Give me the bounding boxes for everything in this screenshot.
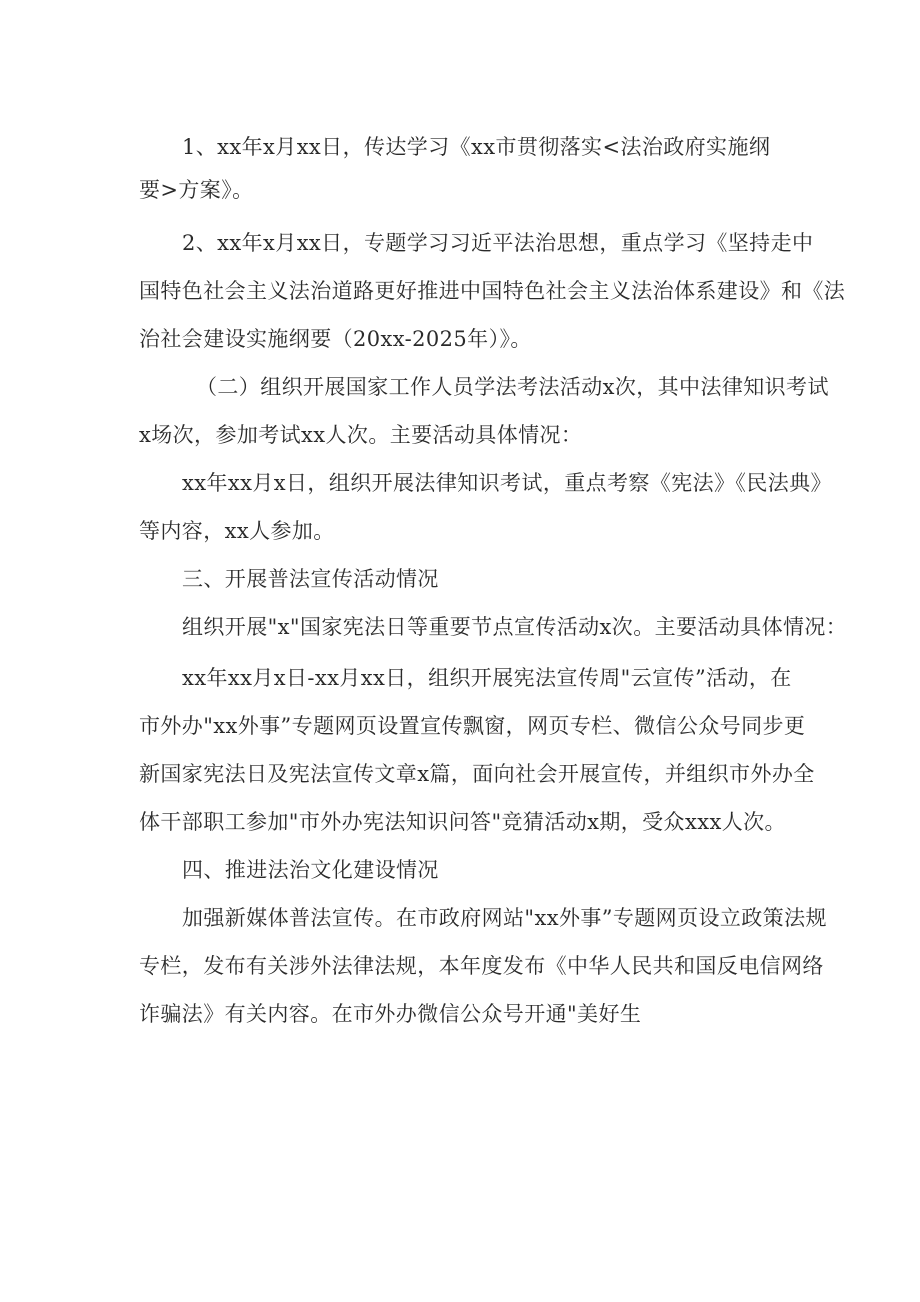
paragraph-4-line-1: xx年xx月x日，组织开展法律知识考试，重点考察《宪法》《民法典》	[182, 471, 832, 495]
paragraph-7-line-4: 体干部职工参加"市外办宪法知识问答"竞猜活动x期，受众xxx人次。	[139, 810, 786, 834]
paragraph-9-line-2: 专栏，发布有关涉外法律法规，本年度发布《中华人民共和国反电信网络	[139, 954, 824, 978]
section-heading-3: 三、开展普法宣传活动情况	[182, 567, 439, 591]
paragraph-7-line-1: xx年xx月x日-xx月xx日，组织开展宪法宣传周"云宣传”活动，在	[182, 666, 792, 690]
paragraph-3-line-2: x场次，参加考试xx人次。主要活动具体情况：	[139, 423, 583, 447]
paragraph-3-line-1: （二）组织开展国家工作人员学法考法活动x次，其中法律知识考试	[196, 375, 829, 399]
paragraph-9-line-1: 加强新媒体普法宣传。在市政府网站"xx外事”专题网页设立政策法规	[182, 906, 827, 930]
paragraph-4-line-2: 等内容，xx人参加。	[139, 519, 335, 543]
paragraph-2-line-1: 2、xx年x月xx日，专题学习习近平法治思想，重点学习《坚持走中	[182, 231, 814, 255]
paragraph-2-line-3: 治社会建设实施纲要（20xx-2025年）》。	[139, 327, 532, 351]
paragraph-7-line-2: 市外办"xx外事”专题网页设置宣传飘窗，网页专栏、微信公众号同步更	[139, 714, 806, 738]
section-heading-4: 四、推进法治文化建设情况	[182, 858, 439, 882]
paragraph-1-line-1: 1、xx年x月xx日，传达学习《xx市贯彻落实<法治政府实施纲	[182, 135, 771, 159]
paragraph-6-line-1: 组织开展"x"国家宪法日等重要节点宣传活动x次。主要活动具体情况：	[182, 615, 848, 639]
paragraph-9-line-3: 诈骗法》有关内容。在市外办微信公众号开通"美好生	[139, 1002, 642, 1026]
paragraph-2-line-2: 国特色社会主义法治道路更好推进中国特色社会主义法治体系建设》和《法	[139, 279, 846, 303]
paragraph-1-line-2: 要>方案》。	[139, 178, 254, 202]
paragraph-7-line-3: 新国家宪法日及宪法宣传文章x篇，面向社会开展宣传，并组织市外办全	[139, 762, 815, 786]
